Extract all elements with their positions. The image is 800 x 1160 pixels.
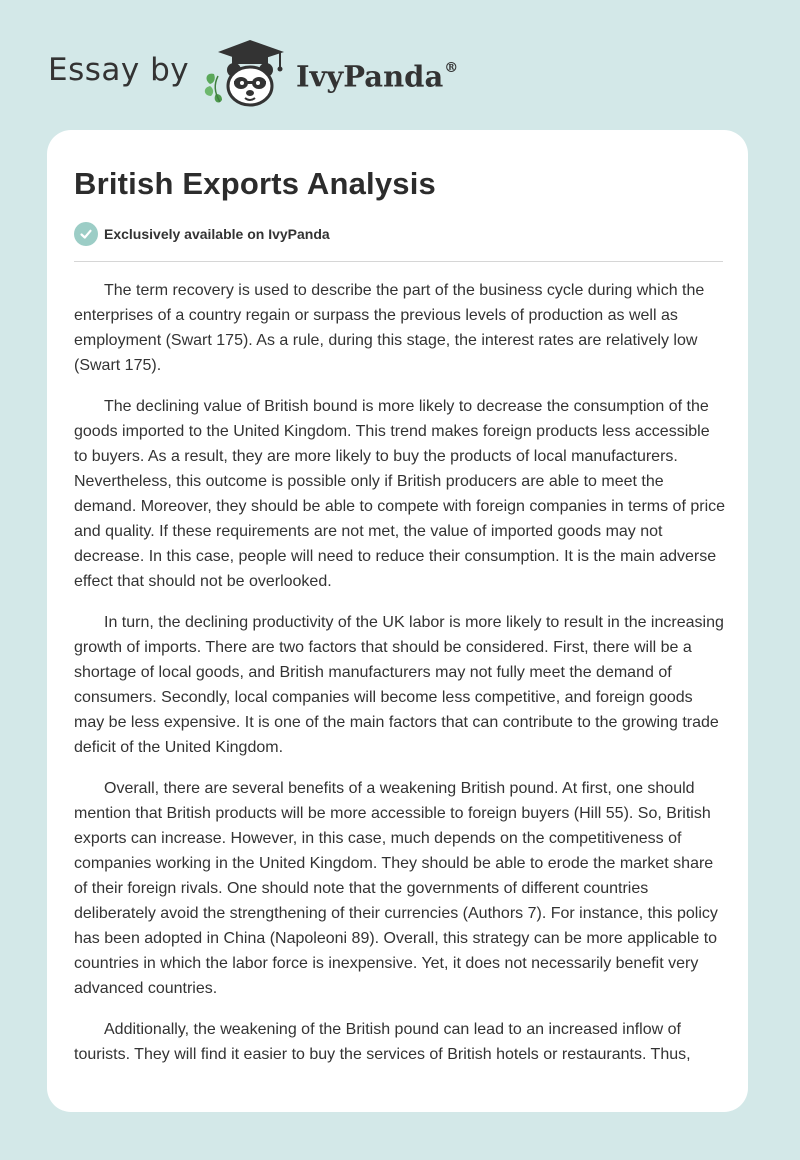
ivy-leaf-icon [205,74,222,103]
exclusive-badge-label: Exclusively available on IvyPanda [104,226,330,242]
site-header [0,0,800,120]
divider [74,261,723,262]
essay-card [47,130,748,1112]
panda-graduation-cap-icon[interactable] [200,36,292,108]
paragraph: Overall, there are several benefits of a weakening British pound. At first, one should mention that British products will be more accessible to foreign buyers (Hill 55). So, British exports can increase. However, in this case, much depends on the competitiveness of companies working in the United Kingdom. They should be able to erode the market share of their foreign rivals. One should note that the governments of different countries deliberately avoid the strengthening of their currencies (Authors 7). For instance, this policy has been adopted in China (Napoleoni 89). Overall, this strategy can be more applicable to countries in which the labor force is inexpensive. Yet, it does not necessarily benefit very advanced countries. [74,780,718,997]
paragraph: The declining value of British bound is more likely to decrease the consumption of the goods imported to the United Kingdom. This trend makes foreign products less accessible to buyers. As a result, they are more likely to buy the products of local manufacturers. Nevertheless, this outcome is possible only if British producers are able to meet the demand. Moreover, they should be able to compete with foreign companies in terms of price and quality. If these requirements are not met, the value of imported goods may not decrease. In this case, people will need to reduce their consumption. It is the main adverse effect that should not be overlooked. [74,398,726,590]
registered-mark: ® [444,60,459,76]
paragraph: In turn, the declining productivity of the UK labor is more likely to result in the increasing growth of imports. There are two factors that should be considered. First, there will be a shortage of local goods, and British manufacturers may not fully meet the demand of consumers. Secondly, local companies will become less competitive, and foreign goods may be less expensive. It is one of the main factors that can contribute to the growing trade deficit of the United Kingdom. [74,614,724,756]
paragraph: Additionally, the weakening of the British pound can lead to an increased inflow of tourists. They will find it easier to buy the services of British hotels or restaurants. Thus, [74,1021,691,1063]
paragraph: The term recovery is used to describe the part of the business cycle during which the enterprises of a country regain or surpass the previous levels of production as well as employment (Swart 175). As a rule, during this stage, the interest rates are relatively low (Swart 175). [74,282,705,374]
page-title: British Exports Analysis [74,166,436,201]
check-circle-icon [74,222,98,246]
exclusive-badge [74,222,330,246]
brand-name[interactable] [296,52,458,97]
brand-text: IvyPanda [296,59,444,94]
essay-by-label: Essay by [48,52,190,88]
essay-body [74,278,725,1083]
